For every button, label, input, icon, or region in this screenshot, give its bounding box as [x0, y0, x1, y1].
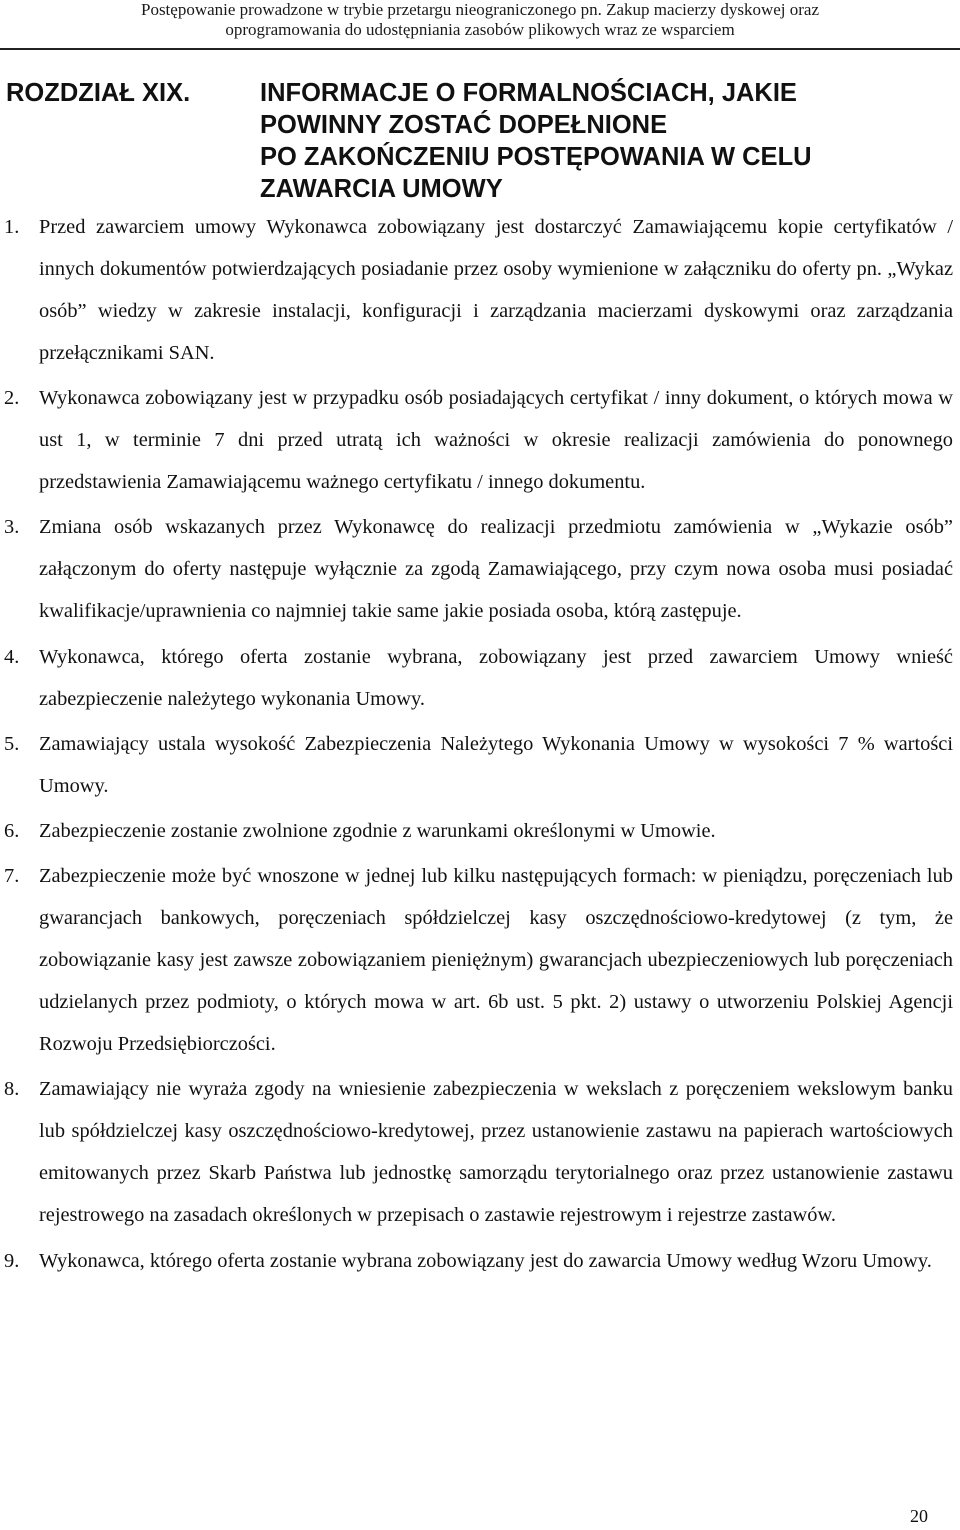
- clause-number: 8.: [4, 1078, 20, 1101]
- header-divider: [0, 48, 960, 50]
- chapter-title-line: PO ZAKOŃCZENIU POSTĘPOWANIA W CELU: [260, 143, 812, 171]
- header-line-2: oprogramowania do udostępniania zasobów plikowych wraz ze wsparciem: [225, 20, 735, 39]
- clause-number: 5.: [4, 732, 20, 755]
- clause-text: Zamawiający nie wyraża zgody na wniesienie zabezpieczenia w wekslach z poręczeniem wekslowym banku lub spółdzielczej kasy oszczędnościowo-kredytowej, przez ustanowienie zastawu na papierach wartościowych emitowanych przez Skarb Państwa lub jednostkę samorządu terytorialnego oraz przez ustanowienie zastawu rejestrowego na zasadach określonych w przepisach o zastawie rejestrowym i rejestrze zastawów.: [39, 1078, 953, 1227]
- clause-text: Zmiana osób wskazanych przez Wykonawcę do realizacji przedmiotu zamówienia w „Wykazie osób” załączonym do oferty następuje wyłącznie za zgodą Zamawiającego, przy czym nowa osoba musi posiadać kwalifikacje/uprawnienia co najmniej takie same jakie posiada osoba, którą zastępuje.: [39, 516, 953, 623]
- clause-text: Zamawiający ustala wysokość Zabezpieczenia Należytego Wykonania Umowy w wysokości 7 % wartości Umowy.: [39, 732, 953, 797]
- chapter-title-line: INFORMACJE O FORMALNOŚCIACH, JAKIE: [260, 79, 797, 107]
- clause-number: 2.: [4, 387, 20, 410]
- running-header: [0, 0, 960, 40]
- clause-item: [0, 377, 953, 503]
- clause-text: Wykonawca, którego oferta zostanie wybrana zobowiązany jest do zawarcia Umowy według Wzoru Umowy.: [39, 1249, 932, 1272]
- chapter-title-line: POWINNY ZOSTAĆ DOPEŁNIONE: [260, 111, 668, 139]
- chapter-title-line: ZAWARCIA UMOWY: [260, 175, 503, 203]
- clause-text: Wykonawca, którego oferta zostanie wybrana, zobowiązany jest przed zawarciem Umowy wnieść zabezpieczenie należytego wykonania Umowy.: [39, 645, 953, 710]
- clause-number: 6.: [4, 819, 20, 842]
- clause-item: [0, 1240, 953, 1282]
- clause-item: [0, 636, 953, 720]
- clause-item: [0, 855, 953, 1065]
- clause-item: [0, 1068, 953, 1236]
- chapter-number: ROZDZIAŁ XIX.: [6, 79, 191, 107]
- clause-item: [0, 723, 953, 807]
- page-number: 20: [910, 1506, 928, 1526]
- clause-number: 7.: [4, 865, 20, 888]
- clause-item: [0, 206, 953, 374]
- clause-text: Zabezpieczenie zostanie zwolnione zgodnie z warunkami określonymi w Umowie.: [39, 819, 716, 842]
- clause-item: [0, 810, 953, 852]
- clause-number: 1.: [4, 216, 20, 238]
- clause-number: 4.: [4, 645, 20, 668]
- clause-text: Przed zawarciem umowy Wykonawca zobowiązany jest dostarczyć Zamawiającemu kopie certyfikatów / innych dokumentów potwierdzających posiadanie przez osoby wymienione w załączniku do oferty pn. „Wykaz osób” wiedzy w zakresie instalacji, konfiguracji i zarządzania macierzami dyskowymi oraz zarządzania przełącznikami SAN.: [39, 216, 953, 364]
- numbered-clause-list: [0, 206, 960, 1285]
- clause-text: Wykonawca zobowiązany jest w przypadku osób posiadających certyfikat / inny dokument, o których mowa w ust 1, w terminie 7 dni przed utratą ich ważności w okresie realizacji zamówienia do ponownego przedstawienia Zamawiającemu ważnego certyfikatu / innego dokumentu.: [39, 387, 953, 494]
- clause-number: 3.: [4, 516, 20, 539]
- clause-text: Zabezpieczenie może być wnoszone w jednej lub kilku następujących formach: w pieniądzu, poręczeniach lub gwarancjach bankowych, poręczeniach spółdzielczej kasy oszczędnościowo-kredytowej (z tym, że zobowiązanie kasy jest zawsze zobowiązaniem pieniężnym) gwarancjach ubezpieczeniowych lub poręczeniach udzielanych przez podmioty, o których mowa w art. 6b ust. 5 pkt. 2) ustawy o utworzeniu Polskiej Agencji Rozwoju Przedsiębiorczości.: [39, 865, 953, 1056]
- clause-number: 9.: [4, 1249, 20, 1272]
- chapter-title: [260, 77, 940, 205]
- clause-item: [0, 506, 953, 632]
- header-line-1: Postępowanie prowadzone w trybie przetargu nieograniczonego pn. Zakup macierzy dyskowej oraz: [140, 0, 820, 19]
